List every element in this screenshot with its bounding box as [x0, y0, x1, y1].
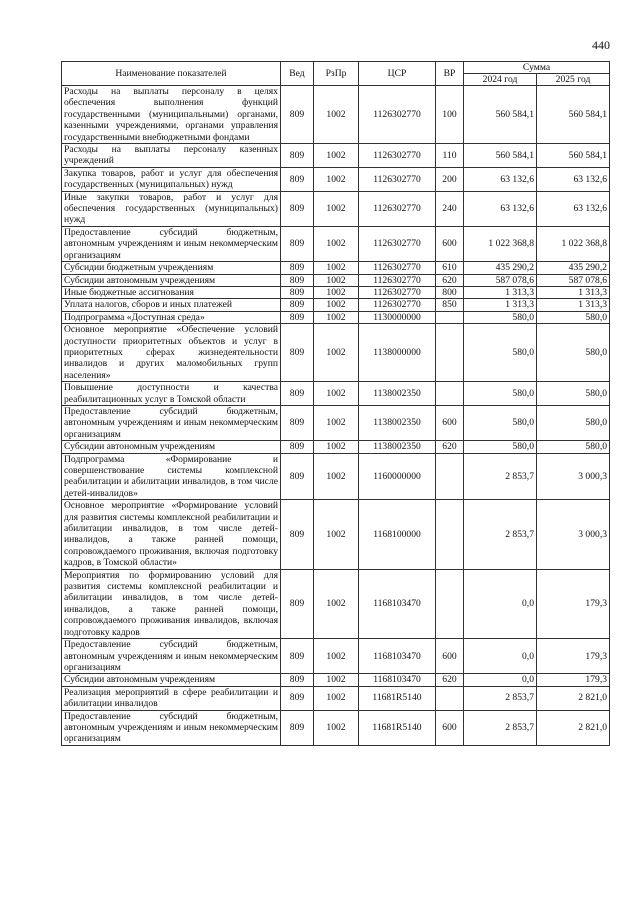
row-amount-2025: 560 584,1: [537, 86, 610, 144]
row-vr: 800: [436, 286, 464, 298]
row-ved: 809: [281, 144, 314, 168]
row-rzpr: 1002: [314, 686, 359, 710]
row-rzpr: 1002: [314, 405, 359, 440]
row-amount-2025: 580,0: [537, 382, 610, 406]
row-name: Основное мероприятие «Обеспечение условий доступности приоритетных объектов и услуг в приоритетных сферах жизнедеятельности инвалидов и других маломобильных групп населения»: [62, 324, 281, 382]
row-amount-2025: 580,0: [537, 324, 610, 382]
row-name: Повышение доступности и качества реабилитационных услуг в Томской области: [62, 382, 281, 406]
row-ved: 809: [281, 453, 314, 500]
row-ved: 809: [281, 286, 314, 298]
row-rzpr: 1002: [314, 500, 359, 569]
row-csr: 1160000000: [359, 453, 436, 500]
table-row: [62, 500, 610, 569]
table-row: [62, 405, 610, 440]
row-vr: 610: [436, 262, 464, 274]
table-row: [62, 191, 610, 226]
row-rzpr: 1002: [314, 191, 359, 226]
row-amount-2025: 2 821,0: [537, 710, 610, 745]
header-name: Наименование показателей: [62, 62, 281, 86]
row-rzpr: 1002: [314, 324, 359, 382]
table-row: [62, 86, 610, 144]
table-row: [62, 710, 610, 745]
row-vr: [436, 311, 464, 323]
row-ved: 809: [281, 569, 314, 638]
row-amount-2025: 580,0: [537, 405, 610, 440]
table-row: [62, 686, 610, 710]
row-ved: 809: [281, 191, 314, 226]
row-amount-2025: 179,3: [537, 674, 610, 686]
row-name: Основное мероприятие «Формирование условий для развития системы комплексной реабилитации и абилитации инвалидов, в том числе детей-инвалидов, а также ранней помощи, сопровождаемого проживания, включая подготовку кадров, в Томской области»: [62, 500, 281, 569]
header-year-2025: 2025 год: [537, 74, 610, 86]
row-amount-2024: 1 313,3: [464, 299, 537, 311]
row-csr: 1168103470: [359, 639, 436, 674]
row-name: Субсидии бюджетным учреждениям: [62, 262, 281, 274]
table-row: [62, 226, 610, 261]
row-rzpr: 1002: [314, 639, 359, 674]
row-vr: 600: [436, 226, 464, 261]
row-name: Субсидии автономным учреждениям: [62, 441, 281, 453]
row-amount-2024: 435 290,2: [464, 262, 537, 274]
row-vr: [436, 500, 464, 569]
row-csr: 1138000000: [359, 324, 436, 382]
row-ved: 809: [281, 382, 314, 406]
row-ved: 809: [281, 441, 314, 453]
row-amount-2024: 1 313,3: [464, 286, 537, 298]
row-amount-2024: 2 853,7: [464, 710, 537, 745]
row-rzpr: 1002: [314, 167, 359, 191]
row-name: Иные закупки товаров, работ и услуг для обеспечения государственных (муниципальных) нужд: [62, 191, 281, 226]
row-vr: 240: [436, 191, 464, 226]
row-name: Расходы на выплаты персоналу в целях обеспечения выполнения функций государственными (муниципальными) органами, казенными учреждениями, органами управления государственными внебюджетными фондами: [62, 86, 281, 144]
row-ved: 809: [281, 500, 314, 569]
row-amount-2024: 0,0: [464, 674, 537, 686]
row-rzpr: 1002: [314, 311, 359, 323]
row-ved: 809: [281, 299, 314, 311]
row-csr: 1138002350: [359, 382, 436, 406]
row-rzpr: 1002: [314, 674, 359, 686]
row-name: Уплата налогов, сборов и иных платежей: [62, 299, 281, 311]
row-ved: 809: [281, 405, 314, 440]
table-row: [62, 382, 610, 406]
row-amount-2024: 587 078,6: [464, 274, 537, 286]
row-name: Подпрограмма «Формирование и совершенствование системы комплексной реабилитации и абилитации инвалидов, в том числе детей-инвалидов»: [62, 453, 281, 500]
row-rzpr: 1002: [314, 441, 359, 453]
table-row: [62, 144, 610, 168]
row-ved: 809: [281, 686, 314, 710]
row-amount-2025: 179,3: [537, 569, 610, 638]
row-amount-2025: 63 132,6: [537, 191, 610, 226]
row-csr: 1168103470: [359, 674, 436, 686]
row-amount-2024: 580,0: [464, 441, 537, 453]
row-amount-2024: 580,0: [464, 324, 537, 382]
table-row: [62, 299, 610, 311]
row-vr: 850: [436, 299, 464, 311]
row-vr: [436, 569, 464, 638]
row-ved: 809: [281, 324, 314, 382]
header-csr: ЦСР: [359, 62, 436, 86]
row-amount-2025: 1 313,3: [537, 299, 610, 311]
row-name: Субсидии автономным учреждениям: [62, 674, 281, 686]
row-csr: 1126302770: [359, 144, 436, 168]
row-amount-2024: 0,0: [464, 639, 537, 674]
row-vr: 620: [436, 674, 464, 686]
table-row: [62, 453, 610, 500]
row-vr: 600: [436, 405, 464, 440]
row-vr: [436, 324, 464, 382]
row-vr: [436, 382, 464, 406]
row-rzpr: 1002: [314, 299, 359, 311]
row-ved: 809: [281, 167, 314, 191]
row-amount-2025: 3 000,3: [537, 453, 610, 500]
row-amount-2024: 63 132,6: [464, 191, 537, 226]
row-name: Предоставление субсидий бюджетным, автономным учреждениям и иным некоммерческим организациям: [62, 639, 281, 674]
row-csr: 11681R5140: [359, 710, 436, 745]
row-csr: 1126302770: [359, 299, 436, 311]
row-amount-2024: 2 853,7: [464, 500, 537, 569]
table-row: [62, 441, 610, 453]
table-row: [62, 569, 610, 638]
header-vr: ВР: [436, 62, 464, 86]
table-row: [62, 167, 610, 191]
row-ved: 809: [281, 274, 314, 286]
table-row: [62, 274, 610, 286]
budget-table: [61, 61, 610, 746]
row-amount-2025: 580,0: [537, 311, 610, 323]
row-vr: 200: [436, 167, 464, 191]
table-row: [62, 286, 610, 298]
row-vr: 620: [436, 441, 464, 453]
row-rzpr: 1002: [314, 262, 359, 274]
row-rzpr: 1002: [314, 274, 359, 286]
row-csr: 1126302770: [359, 226, 436, 261]
row-amount-2025: 179,3: [537, 639, 610, 674]
row-name: Предоставление субсидий бюджетным, автономным учреждениям и иным некоммерческим организациям: [62, 226, 281, 261]
row-ved: 809: [281, 311, 314, 323]
row-vr: [436, 453, 464, 500]
row-rzpr: 1002: [314, 569, 359, 638]
row-amount-2024: 1 022 368,8: [464, 226, 537, 261]
row-rzpr: 1002: [314, 286, 359, 298]
row-name: Расходы на выплаты персоналу казенных учреждений: [62, 144, 281, 168]
table-row: [62, 639, 610, 674]
row-rzpr: 1002: [314, 86, 359, 144]
row-csr: 1126302770: [359, 86, 436, 144]
row-vr: 100: [436, 86, 464, 144]
table-row: [62, 324, 610, 382]
row-amount-2025: 3 000,3: [537, 500, 610, 569]
row-amount-2025: 435 290,2: [537, 262, 610, 274]
row-csr: 1126302770: [359, 274, 436, 286]
row-name: Предоставление субсидий бюджетным, автономным учреждениям и иным некоммерческим организациям: [62, 405, 281, 440]
row-csr: 1126302770: [359, 262, 436, 274]
table-row: [62, 311, 610, 323]
row-ved: 809: [281, 226, 314, 261]
row-vr: [436, 686, 464, 710]
row-amount-2024: 560 584,1: [464, 86, 537, 144]
row-csr: 1126302770: [359, 286, 436, 298]
row-ved: 809: [281, 639, 314, 674]
row-name: Иные бюджетные ассигнования: [62, 286, 281, 298]
row-ved: 809: [281, 674, 314, 686]
row-amount-2025: 1 313,3: [537, 286, 610, 298]
row-rzpr: 1002: [314, 710, 359, 745]
header-ved: Вед: [281, 62, 314, 86]
row-vr: 110: [436, 144, 464, 168]
row-ved: 809: [281, 710, 314, 745]
header-year-2024: 2024 год: [464, 74, 537, 86]
page-number: 440: [592, 38, 610, 52]
row-rzpr: 1002: [314, 382, 359, 406]
row-vr: 620: [436, 274, 464, 286]
row-amount-2024: 580,0: [464, 405, 537, 440]
row-ved: 809: [281, 86, 314, 144]
row-csr: 1130000000: [359, 311, 436, 323]
row-amount-2025: 560 584,1: [537, 144, 610, 168]
row-amount-2024: 580,0: [464, 382, 537, 406]
row-csr: 1126302770: [359, 191, 436, 226]
row-csr: 1138002350: [359, 441, 436, 453]
row-csr: 1168100000: [359, 500, 436, 569]
header-rzpr: РзПр: [314, 62, 359, 86]
row-rzpr: 1002: [314, 144, 359, 168]
row-vr: 600: [436, 710, 464, 745]
table-row: [62, 674, 610, 686]
row-amount-2024: 0,0: [464, 569, 537, 638]
row-rzpr: 1002: [314, 226, 359, 261]
row-vr: 600: [436, 639, 464, 674]
row-amount-2025: 63 132,6: [537, 167, 610, 191]
row-amount-2025: 1 022 368,8: [537, 226, 610, 261]
row-name: Закупка товаров, работ и услуг для обеспечения государственных (муниципальных) нужд: [62, 167, 281, 191]
row-amount-2024: 580,0: [464, 311, 537, 323]
row-ved: 809: [281, 262, 314, 274]
table-row: [62, 262, 610, 274]
row-name: Подпрограмма «Доступная среда»: [62, 311, 281, 323]
row-name: Субсидии автономным учреждениям: [62, 274, 281, 286]
row-amount-2025: 587 078,6: [537, 274, 610, 286]
row-csr: 1168103470: [359, 569, 436, 638]
row-amount-2025: 580,0: [537, 441, 610, 453]
row-csr: 11681R5140: [359, 686, 436, 710]
row-amount-2024: 63 132,6: [464, 167, 537, 191]
row-csr: 1138002350: [359, 405, 436, 440]
header-sum: Сумма: [464, 62, 610, 74]
row-name: Реализация мероприятий в сфере реабилитации и абилитации инвалидов: [62, 686, 281, 710]
row-name: Предоставление субсидий бюджетным, автономным учреждениям и иным некоммерческим организациям: [62, 710, 281, 745]
row-csr: 1126302770: [359, 167, 436, 191]
row-amount-2024: 560 584,1: [464, 144, 537, 168]
row-amount-2025: 2 821,0: [537, 686, 610, 710]
row-amount-2024: 2 853,7: [464, 453, 537, 500]
row-name: Мероприятия по формированию условий для развития системы комплексной реабилитации и абилитации инвалидов, в том числе детей-инвалидов, а также ранней помощи, сопровождаемого проживания инвалидов, включая подготовку кадров: [62, 569, 281, 638]
row-rzpr: 1002: [314, 453, 359, 500]
row-amount-2024: 2 853,7: [464, 686, 537, 710]
